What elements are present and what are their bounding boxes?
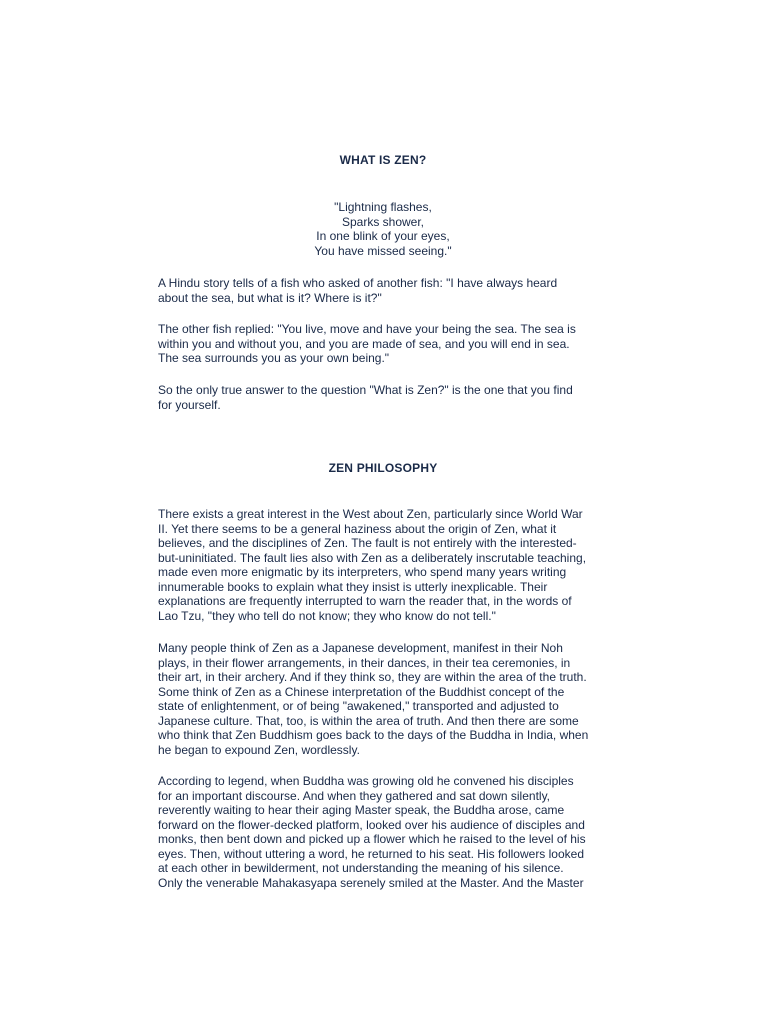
text-line: II. Yet there seems to be a general haziness about the origin of Zen, what it xyxy=(158,521,557,536)
text-line: their art, in their archery. And if they think so, they are within the area of the truth. xyxy=(158,670,587,684)
text-line: at each other in bewilderment, not understanding the meaning of his silence. xyxy=(158,861,564,875)
poem-line: "Lightning flashes, xyxy=(334,200,432,214)
text-line: believes, and the disciplines of Zen. The fault is not entirely with the interested- xyxy=(158,536,577,550)
text-line: state of enlightenment, or of being "awakened," transported and adjusted to xyxy=(158,699,559,713)
text-line: Japanese culture. That, too, is within the area of truth. And then there are some xyxy=(158,713,579,728)
text-line: reverently waiting to hear their aging Master speak, the Buddha arose, came xyxy=(158,803,565,817)
text-line: There exists a great interest in the West about Zen, particularly since World War xyxy=(158,507,583,521)
text-line: monks, then bent down and picked up a flower which he raised to the level of his xyxy=(158,832,586,846)
text-line: Some think of Zen as a Chinese interpretation of the Buddhist concept of the xyxy=(158,684,565,699)
paragraph-japanese-development xyxy=(158,641,608,757)
text-line: The other fish replied: "You live, move and have your being the sea. The sea is xyxy=(158,322,576,336)
text-line: explanations are frequently interrupted to warn the reader that, in the words of xyxy=(158,594,572,608)
section-heading-zen-philosophy: ZEN PHILOSOPHY xyxy=(328,461,438,475)
poem-line: In one blink of your eyes, xyxy=(316,229,450,243)
text-line: within you and without you, and you are made of sea, and you will end in sea. xyxy=(158,336,570,351)
text-line: who think that Zen Buddhism goes back to the days of the Buddha in India, when xyxy=(158,728,589,742)
text-line: Lao Tzu, "they who tell do not know; they who know do not tell." xyxy=(158,608,496,623)
paragraph-answer xyxy=(158,383,608,412)
text-line: Only the venerable Mahakasyapa serenely smiled at the Master. And the Master xyxy=(158,875,584,890)
text-line: A Hindu story tells of a fish who asked of another fish: "I have always heard xyxy=(158,276,558,290)
paragraph-western-interest xyxy=(158,507,608,623)
paragraph-buddha-legend xyxy=(158,774,608,890)
poem-block xyxy=(158,200,608,258)
text-line: eyes. Then, without uttering a word, he returned to his seat. His followers looked xyxy=(158,846,585,861)
text-line: Many people think of Zen as a Japanese development, manifest in their Noh xyxy=(158,641,563,655)
poem-line: You have missed seeing." xyxy=(314,243,452,258)
text-line: about the sea, but what is it? Where is it?" xyxy=(158,290,382,305)
text-line: he began to expound Zen, wordlessly. xyxy=(158,742,360,757)
text-line: but-uninitiated. The fault lies also with Zen as a deliberately inscrutable teaching, xyxy=(158,550,587,565)
text-line: innumerable books to explain what they insist is utterly inexplicable. Their xyxy=(158,579,548,594)
poem-line: Sparks shower, xyxy=(341,214,425,229)
text-line: plays, in their flower arrangements, in their dances, in their tea ceremonies, in xyxy=(158,655,571,670)
section-heading-what-is-zen: WHAT IS ZEN? xyxy=(339,153,427,167)
text-line: for an important discourse. And when they gathered and sat down silently, xyxy=(158,788,551,803)
paragraph-fish-reply xyxy=(158,322,608,366)
text-line: So the only true answer to the question "What is Zen?" is the one that you find xyxy=(158,383,573,397)
text-line: The sea surrounds you as your own being." xyxy=(158,351,390,365)
text-line: According to legend, when Buddha was growing old he convened his disciples xyxy=(158,774,574,788)
text-line: made even more enigmatic by its interpreters, who spend many years writing xyxy=(158,565,567,579)
text-line: for yourself. xyxy=(158,397,221,412)
text-line: forward on the flower-decked platform, looked over his audience of disciples and xyxy=(158,817,585,832)
paragraph-fish-story xyxy=(158,276,608,305)
